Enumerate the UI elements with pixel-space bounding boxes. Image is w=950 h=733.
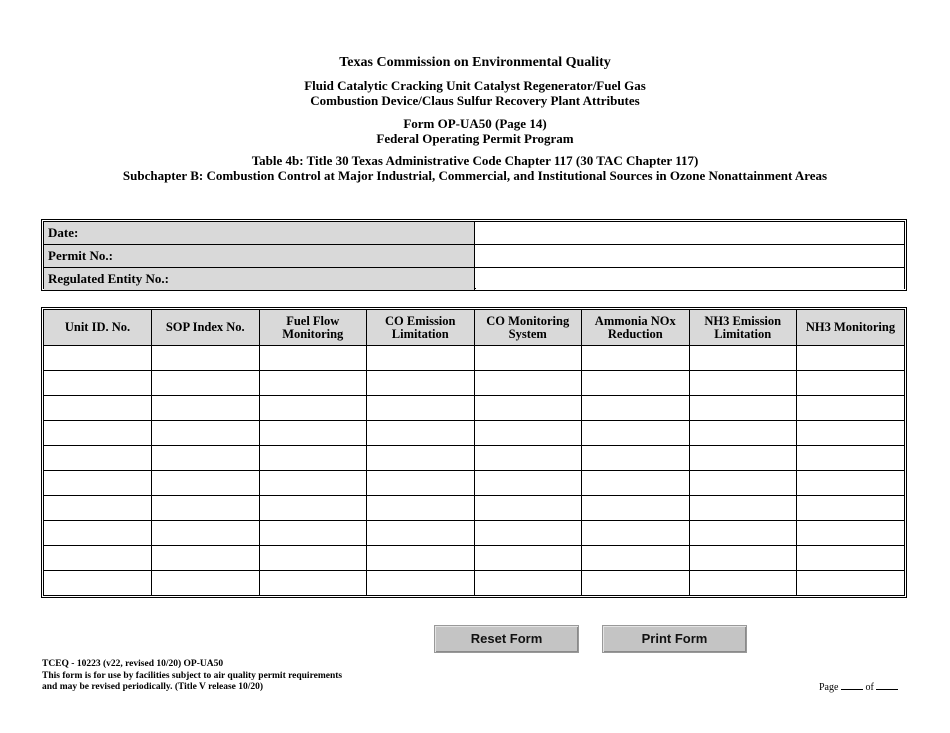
table-cell-input[interactable] (582, 471, 690, 496)
col-co-emission: CO Emission Limitation (367, 310, 475, 346)
page-total-field[interactable] (876, 680, 898, 690)
table-cell-input[interactable] (689, 521, 797, 546)
agency-title: Texas Commission on Environmental Quality (339, 55, 611, 70)
footer-line1: TCEQ - 10223 (v22, revised 10/20) OP-UA50 (42, 659, 224, 669)
table-cell-input[interactable] (152, 496, 260, 521)
table-cell-input[interactable] (689, 496, 797, 521)
form-title-line2: Combustion Device/Claus Sulfur Recovery Plant Attributes (310, 93, 640, 108)
table-cell-input[interactable] (44, 446, 152, 471)
table-cell-input[interactable] (689, 471, 797, 496)
page-label: Page (819, 682, 839, 693)
table-cell-input[interactable] (582, 346, 690, 371)
table-cell-input[interactable] (474, 446, 582, 471)
table-cell-input[interactable] (367, 396, 475, 421)
table-cell-input[interactable] (367, 446, 475, 471)
table-cell-input[interactable] (797, 371, 905, 396)
table-cell-input[interactable] (797, 346, 905, 371)
table-cell-input[interactable] (582, 521, 690, 546)
subchapter-title: Subchapter B: Combustion Control at Major Industrial, Commercial, and Institutional Sources in Ozone Nonattainment Areas (122, 168, 828, 183)
footer-line2: This form is for use by facilities subject to air quality permit requirements (42, 670, 343, 681)
table-cell-input[interactable] (474, 371, 582, 396)
table-row (44, 571, 904, 596)
table-cell-input[interactable] (367, 471, 475, 496)
footer-line3: and may be revised periodically. (Title V release 10/20) (42, 682, 264, 692)
form-id-block (0, 116, 950, 146)
permit-label: Permit No.: (44, 245, 475, 267)
form-title (0, 78, 950, 108)
table-cell-input[interactable] (797, 396, 905, 421)
table-cell-input[interactable] (259, 546, 367, 571)
of-label: of (865, 682, 874, 693)
form-footer (42, 659, 342, 694)
table-cell-input[interactable] (582, 421, 690, 446)
attributes-table (41, 307, 907, 598)
entity-label: Regulated Entity No.: (44, 268, 475, 290)
table-cell-input[interactable] (367, 571, 475, 596)
table-row (44, 546, 904, 571)
table-row (44, 471, 904, 496)
table-cell-input[interactable] (689, 571, 797, 596)
table-row (44, 346, 904, 371)
table-cell-input[interactable] (689, 546, 797, 571)
table-cell-input[interactable] (259, 471, 367, 496)
col-nh3-emission: NH3 Emission Limitation (689, 310, 797, 346)
table-cell-input[interactable] (44, 546, 152, 571)
table-cell-input[interactable] (44, 371, 152, 396)
table-cell-input[interactable] (152, 396, 260, 421)
permit-info-box (41, 219, 907, 291)
table-cell-input[interactable] (152, 471, 260, 496)
permit-field[interactable] (476, 245, 904, 267)
date-row (44, 222, 904, 244)
table-cell-input[interactable] (582, 371, 690, 396)
col-sop-index: SOP Index No. (152, 310, 260, 346)
table-cell-input[interactable] (44, 521, 152, 546)
table-cell-input[interactable] (259, 396, 367, 421)
table-cell-input[interactable] (689, 396, 797, 421)
table-cell-input[interactable] (797, 471, 905, 496)
table-cell-input[interactable] (259, 496, 367, 521)
table-cell-input[interactable] (44, 396, 152, 421)
table-cell-input[interactable] (152, 546, 260, 571)
table-cell-input[interactable] (367, 521, 475, 546)
table-cell-input[interactable] (44, 346, 152, 371)
table-cell-input[interactable] (259, 446, 367, 471)
table-title-block (0, 153, 950, 183)
table-cell-input[interactable] (44, 496, 152, 521)
table-cell-input[interactable] (259, 346, 367, 371)
table-cell-input[interactable] (797, 421, 905, 446)
table-cell-input[interactable] (259, 521, 367, 546)
col-co-monitoring: CO Monitoring System (474, 310, 582, 346)
table-row (44, 496, 904, 521)
table-row (44, 521, 904, 546)
table-cell-input[interactable] (582, 546, 690, 571)
col-fuel-flow: Fuel Flow Monitoring (259, 310, 367, 346)
table-cell-input[interactable] (797, 446, 905, 471)
entity-field[interactable] (476, 268, 904, 290)
table-cell-input[interactable] (474, 496, 582, 521)
col-unit-id: Unit ID. No. (44, 310, 152, 346)
page-number-field[interactable] (841, 680, 863, 690)
table-cell-input[interactable] (474, 521, 582, 546)
table-cell-input[interactable] (797, 496, 905, 521)
table-cell-input[interactable] (689, 346, 797, 371)
print-form-button[interactable]: Print Form (602, 625, 747, 653)
permit-row (44, 245, 904, 267)
table-cell-input[interactable] (259, 371, 367, 396)
table-cell-input[interactable] (582, 571, 690, 596)
form-id: Form OP-UA50 (Page 14) (403, 116, 547, 131)
table-cell-input[interactable] (152, 371, 260, 396)
table-cell-input[interactable] (152, 421, 260, 446)
table-cell-input[interactable] (474, 421, 582, 446)
table-cell-input[interactable] (44, 571, 152, 596)
table-cell-input[interactable] (259, 571, 367, 596)
table-cell-input[interactable] (582, 396, 690, 421)
table-cell-input[interactable] (152, 346, 260, 371)
form-title-line1: Fluid Catalytic Cracking Unit Catalyst Regenerator/Fuel Gas (304, 78, 646, 93)
page-number (819, 680, 898, 693)
table-title: Table 4b: Title 30 Texas Administrative Code Chapter 117 (30 TAC Chapter 117) (251, 153, 699, 168)
table-cell-input[interactable] (44, 471, 152, 496)
col-nh3-monitoring: NH3 Monitoring (797, 310, 905, 346)
table-cell-input[interactable] (797, 521, 905, 546)
table-row (44, 421, 904, 446)
reset-form-button[interactable]: Reset Form (434, 625, 579, 653)
table-cell-input[interactable] (474, 571, 582, 596)
entity-row (44, 268, 904, 290)
table-cell-input[interactable] (582, 446, 690, 471)
table-cell-input[interactable] (367, 421, 475, 446)
table-row (44, 396, 904, 421)
table-cell-input[interactable] (797, 546, 905, 571)
date-field[interactable] (476, 222, 904, 244)
col-ammonia-nox: Ammonia NOx Reduction (582, 310, 690, 346)
table-cell-input[interactable] (474, 471, 582, 496)
table-cell-input[interactable] (474, 346, 582, 371)
table-row (44, 371, 904, 396)
table-cell-input[interactable] (367, 371, 475, 396)
table-row (44, 446, 904, 471)
table-cell-input[interactable] (367, 546, 475, 571)
table-cell-input[interactable] (152, 446, 260, 471)
table-cell-input[interactable] (689, 446, 797, 471)
header-row (44, 310, 904, 346)
table-cell-input[interactable] (474, 546, 582, 571)
date-label: Date: (44, 222, 475, 244)
table-cell-input[interactable] (582, 496, 690, 521)
table-cell-input[interactable] (797, 571, 905, 596)
table-cell-input[interactable] (689, 421, 797, 446)
table-cell-input[interactable] (689, 371, 797, 396)
table-cell-input[interactable] (259, 421, 367, 446)
table-cell-input[interactable] (44, 421, 152, 446)
table-cell-input[interactable] (152, 521, 260, 546)
program-name: Federal Operating Permit Program (376, 131, 574, 146)
table-cell-input[interactable] (152, 571, 260, 596)
table-cell-input[interactable] (367, 496, 475, 521)
table-cell-input[interactable] (474, 396, 582, 421)
table-cell-input[interactable] (367, 346, 475, 371)
